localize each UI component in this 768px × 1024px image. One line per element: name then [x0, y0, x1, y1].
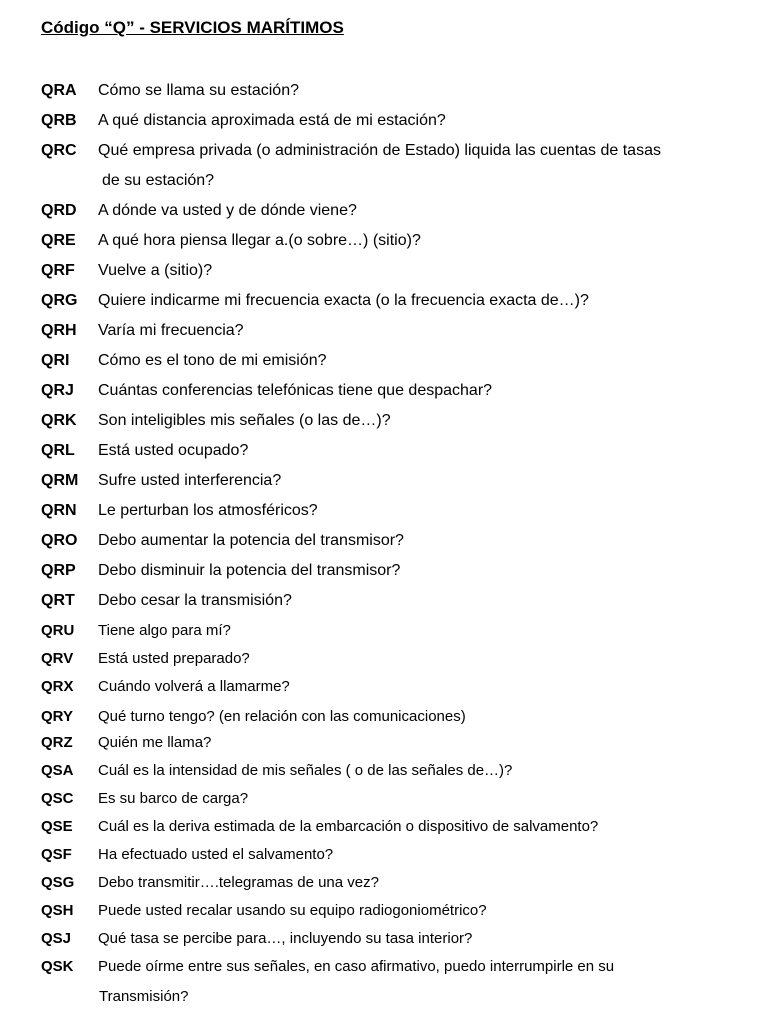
- q-code: QRG: [41, 292, 78, 309]
- q-code-meaning: Quién me llama?: [98, 734, 212, 751]
- q-code: QRU: [41, 622, 75, 639]
- q-code-meaning: Está usted ocupado?: [98, 442, 249, 459]
- q-code-meaning: Puede usted recalar usando su equipo radiogoniométrico?: [98, 902, 487, 919]
- q-code: QRZ: [41, 734, 73, 751]
- q-code-meaning: Varía mi frecuencia?: [98, 322, 244, 339]
- q-code-meaning: Qué empresa privada (o administración de Estado) liquida las cuentas de tasas: [98, 142, 661, 159]
- q-code-meaning: Ha efectuado usted el salvamento?: [98, 846, 334, 863]
- q-code-meaning: Debo disminuir la potencia del transmisor?: [98, 562, 401, 579]
- q-code: QSA: [41, 762, 74, 779]
- q-code-meaning: A qué hora piensa llegar a.(o sobre…) (sitio)?: [98, 232, 421, 249]
- q-code: QRM: [41, 472, 79, 489]
- q-code-meaning: Está usted preparado?: [98, 650, 250, 667]
- q-code: QRN: [41, 502, 77, 519]
- q-code-meaning: Vuelve a (sitio)?: [98, 262, 213, 279]
- q-code-meaning: Sufre usted interferencia?: [98, 472, 282, 489]
- q-code: QSG: [41, 874, 75, 891]
- q-code-meaning: Cuál es la intensidad de mis señales ( o de las señales de…)?: [98, 762, 513, 779]
- q-code-meaning: Debo cesar la transmisión?: [98, 592, 292, 609]
- q-code: QRY: [41, 708, 73, 725]
- q-code-meaning: Qué tasa se percibe para…, incluyendo su tasa interior?: [98, 930, 473, 947]
- q-code: QRO: [41, 532, 78, 549]
- q-code: QRV: [41, 650, 74, 667]
- q-code: QSE: [41, 818, 73, 835]
- q-code-meaning: Son inteligibles mis señales (o las de…)?: [98, 412, 391, 429]
- q-code: QRX: [41, 678, 74, 695]
- q-code-meaning: Cuál es la deriva estimada de la embarcación o dispositivo de salvamento?: [98, 818, 599, 835]
- q-code-meaning: Quiere indicarme mi frecuencia exacta (o la frecuencia exacta de…)?: [98, 292, 589, 309]
- q-code: QRP: [41, 562, 76, 579]
- q-code-meaning: Debo transmitir….telegramas de una vez?: [98, 874, 379, 891]
- q-code-meaning-continuation: de su estación?: [102, 172, 215, 189]
- q-code-meaning: A dónde va usted y de dónde viene?: [98, 202, 357, 219]
- q-code: QRL: [41, 442, 75, 459]
- q-code-meaning: Cómo se llama su estación?: [98, 82, 299, 99]
- q-code: QRJ: [41, 382, 74, 399]
- q-code: QRK: [41, 412, 77, 429]
- q-code: QRD: [41, 202, 77, 219]
- q-code: QSJ: [41, 930, 72, 947]
- q-code-meaning: Cómo es el tono de mi emisión?: [98, 352, 327, 369]
- q-code-meaning: Le perturban los atmosféricos?: [98, 502, 318, 519]
- q-code-meaning: Cuándo volverá a llamarme?: [98, 678, 290, 695]
- q-code: QRE: [41, 232, 76, 249]
- q-code-meaning: A qué distancia aproximada está de mi estación?: [98, 112, 446, 129]
- q-code-meaning: Tiene algo para mí?: [98, 622, 231, 639]
- q-code: QRH: [41, 322, 77, 339]
- q-code-meaning: Cuántas conferencias telefónicas tiene que despachar?: [98, 382, 493, 399]
- q-code: QSK: [41, 958, 74, 975]
- q-code-meaning: Qué turno tengo? (en relación con las comunicaciones): [98, 708, 466, 725]
- q-code: QRA: [41, 82, 77, 99]
- q-code: QSH: [41, 902, 74, 919]
- q-code-meaning: Es su barco de carga?: [98, 790, 249, 807]
- q-code: QSF: [41, 846, 72, 863]
- q-code: QRT: [41, 592, 75, 609]
- q-code: QRC: [41, 142, 77, 159]
- q-code: QRF: [41, 262, 75, 279]
- q-code-meaning: Debo aumentar la potencia del transmisor?: [98, 532, 404, 549]
- page-title: Código “Q” - SERVICIOS MARÍTIMOS: [41, 18, 344, 37]
- q-code-meaning: Puede oírme entre sus señales, en caso afirmativo, puedo interrumpirle en su: [98, 958, 615, 975]
- q-code: QSC: [41, 790, 74, 807]
- q-code-meaning-continuation: Transmisión?: [99, 988, 189, 1005]
- q-code: QRI: [41, 352, 70, 369]
- q-code: QRB: [41, 112, 77, 129]
